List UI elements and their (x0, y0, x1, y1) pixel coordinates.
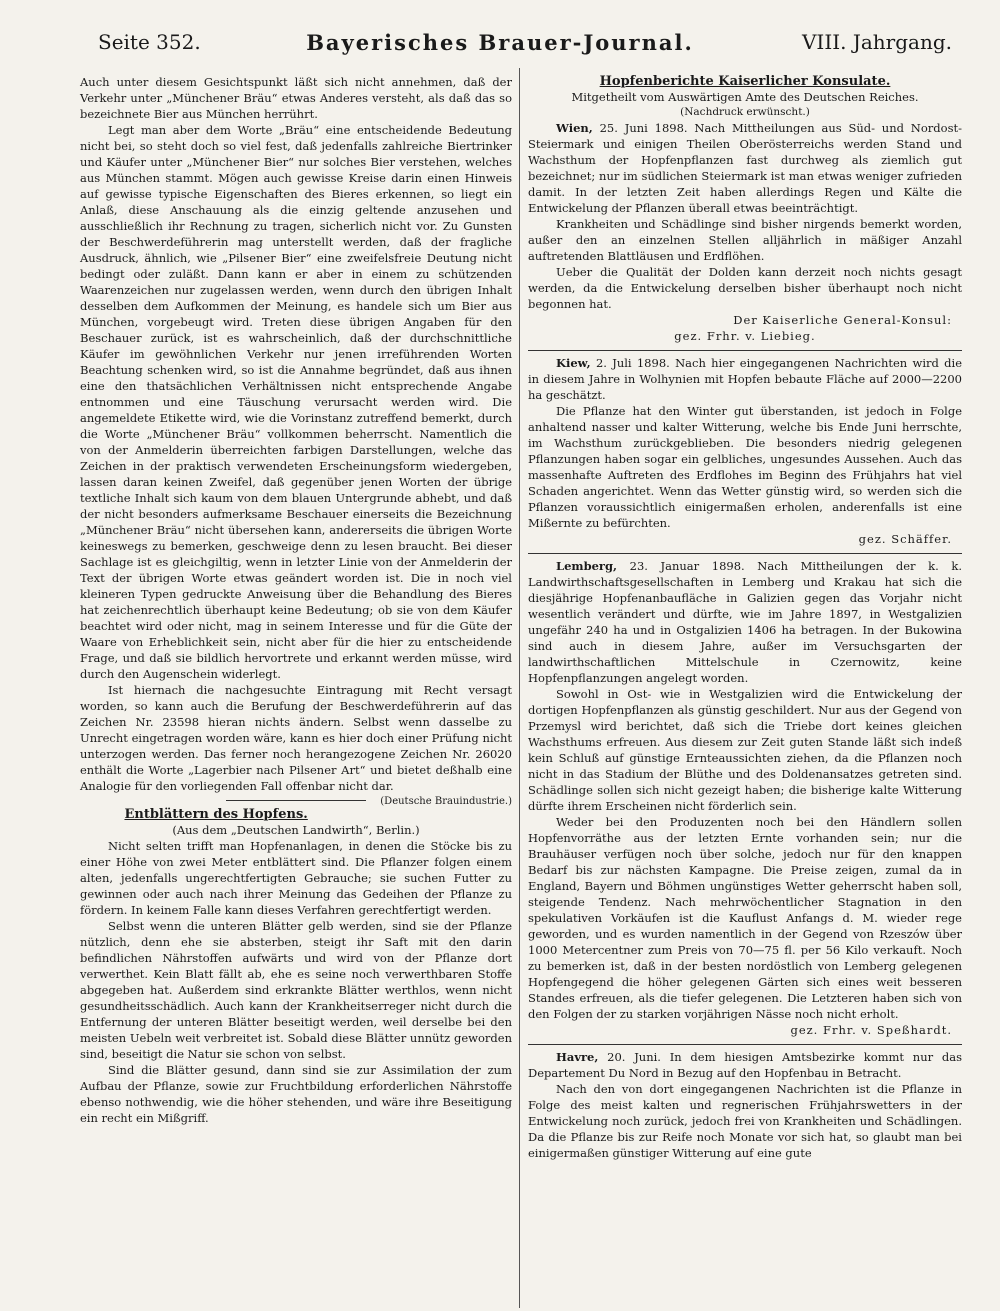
paragraph: Selbst wenn die unteren Blätter gelb werden, sind sie der Pflanze nützlich, denn ehe sie absterben, steigt ihr Saft mit den darin befindlichen Nährstoffen aufwärts und wird von der Pflanze dort verwerthet. Kein Blatt fällt ab, ehe es seine noch verwerthbaren Stoffe abgegeben hat. Außerdem sind erkrankte Blätter werthlos, wenn nicht gesundheitsschädlich. Auch kann der Krankheitserreger nicht durch die Entfernung der unteren Blätter beseitigt werden, weil derselbe bei den meisten Uebeln weit verbreitet ist. Sobald diese Blätter unnütz geworden sind, beseitigt die Natur sie schon von selbst. (80, 919, 512, 1061)
report-text: 25. Juni 1898. Nach Mittheilungen aus Süd- und Nordost-Steiermark und einigen Theilen Oberösterreichs werden Stand und Wachsthum der Hopfenpflanzen fast durchweg als ziemlich gut bezeichnet; nur im südlichen Steiermark ist man etwas weniger zufrieden damit. In der letzten Zeit haben allerdings Regen und Kälte die Entwickelung der Pflanzen überall etwas beeinträchtigt. (528, 121, 962, 215)
place-name: Kiew, (556, 356, 591, 370)
place-name: Havre, (556, 1050, 599, 1064)
signature-name: gez. Frhr. v. Liebieg. (674, 329, 816, 343)
report-lemberg (528, 558, 962, 686)
place-name: Wien, (556, 121, 593, 135)
paragraph: Auch unter diesem Gesichtspunkt läßt sich nicht annehmen, daß der Verkehr unter „Münchener Bräu“ etwas Anderes versteht, als daß das so bezeichnete Bier aus München herrührt. (80, 75, 512, 121)
report-text: 20. Juni. In dem hiesigen Amtsbezirke kommt nur das Departement Du Nord in Bezug auf den Hopfenbau in Betracht. (528, 1050, 962, 1080)
paragraph: Sind die Blätter gesund, dann sind sie zur Assimilation der zum Aufbau der Pflanze, sowie zur Fruchtbildung erforderlichen Nährstoffe ebenso nothwendig, wie die höher stehenden, und wäre ihre Beseitigung ein recht ein Mißgriff. (80, 1063, 512, 1125)
paragraph: Die Pflanze hat den Winter gut überstanden, ist jedoch in Folge anhaltend nasser und kalter Witterung, welche bis Ende Juni herrschte, im Wachsthum zurückgeblieben. Die besonders niedrig gelegenen Pflanzungen haben sogar ein gelbliches, ungesundes Aussehen. Auch das massenhafte Auftreten des Erdflohes im Beginn des Frühjahrs hat viel Schaden angerichtet. Wenn das Wetter günstig wird, so werden sich die Pflanzen voraussichtlich einigermaßen erholen, anderenfalls ist eine Mißernte zu befürchten. (528, 404, 962, 530)
paragraph: Ueber die Qualität der Dolden kann derzeit noch nichts gesagt werden, da die Entwickelung derselben bisher überhaupt noch nicht begonnen hat. (528, 265, 962, 311)
report-divider (528, 350, 962, 351)
report-divider (528, 553, 962, 554)
signature-name: gez. Frhr. v. Speßhardt. (790, 1023, 952, 1037)
paragraph: Krankheiten und Schädlinge sind bisher nirgends bemerkt worden, außer den an einzelnen Stellen alljährlich in mäßiger Anzahl auftretenden Blattläusen und Erdflöhen. (528, 217, 962, 263)
reprint-note: (Nachdruck erwünscht.) (680, 106, 810, 118)
paragraph: Nicht selten trifft man Hopfenanlagen, in denen die Stöcke bis zu einer Höhe von zwei Meter entblättert sind. Die Pflanzer folgen einem alten, jedenfalls ungerechtfertigten Gebrauche; sie suchen Futter zu gewinnen oder auch nach ihrer Meinung das Gedeihen der Pflanze zu fördern. In keinem Falle kann dieses Verfahren gerechtfertigt werden. (80, 839, 512, 917)
section-subtitle: Mitgetheilt vom Auswärtigen Amte des Deutschen Reiches. (571, 90, 919, 104)
paragraph: Weder bei den Produzenten noch bei den Händlern sollen Hopfenvorräthe aus der letzten Ernte vorhanden sein; nur die Brauhäuser verfügen noch über solche, jedoch nur für den knappen Bedarf bis zur nächsten Kampagne. Die Preise zeigen, zumal da in England, Bayern und Böhmen ungünstiges Wetter geherrscht haben soll, steigende Tendenz. Nach mehrwöchentlicher Stagnation in den spekulativen Vorkäufen ist die Kauflust Anfangs d. M. wieder rege geworden, und es wurden namentlich in der Gegend von Rzeszów über 1000 Metercentner zum Preis von 70—75 fl. per 56 Kilo verkauft. Noch zu bemerken ist, daß in der besten nordöstlich von Lemberg gelegenen Hopfengegend die höher gelegenen Gärten sich eines weit besseren Standes erfreuen, als die tiefer gelegenen. Die Letzteren haben sich von den Folgen der zu starken vorjährigen Nässe noch nicht erholt. (528, 815, 962, 1021)
paragraph: Legt man aber dem Worte „Bräu“ eine entscheidende Bedeutung nicht bei, so steht doch so viel fest, daß jedenfalls zahlreiche Biertrinker und Käufer unter „Münchener Bier“ nur solches Bier verstehen, welches aus München stammt. Mögen auch gewisse Kreise darin einen Hinweis auf gewisse typische Eigenschaften des Bieres erkennen, so liegt ein Anlaß, diese Anschauung als die einzig geltende anzusehen und ausschließlich ihr Rechnung zu tragen, sicherlich nicht vor. Zu Gunsten der Beschwerdeführerin mag unterstellt werden, daß der fragliche Ausdruck, ähnlich, wie „Pilsener Bier“ eine zweifelsfreie Deutung nicht bedingt oder zuläßt. Dann kann er aber in einem zu schützenden Waarenzeichen nur zugelassen werden, wenn durch den übrigen Inhalt desselben dem Aufkommen der Meinung, es handele sich um Bier aus München, vorgebeugt wird. Treten diese übrigen Angaben für den Beschauer zurück, ist es wahrscheinlich, daß der durchschnittliche Käufer im gewöhnlichen Verkehr nur jenen irreführenden Worten Beachtung schenken wird, so ist die Annahme begründet, daß aus ihnen eine den thatsächlichen Verhältnissen nicht entsprechende Angabe entnommen und eine Täuschung verursacht werden wird. Die angemeldete Etikette wird, wie die Vorinstanz zutreffend bemerkt, durch die Worte „Münchener Bräu“ vollkommen beherrscht. Namentlich die von der Anmelderin überreichten farbigen Darstellungen, welche das Zeichen in der praktisch verwendeten Erscheinungsform wiedergeben, lassen daran keinen Zweifel, daß gegenüber jenen Worten der übrige textliche Inhalt sich kaum von dem blauen Untergrunde abhebt, und daß der nicht besonders aufmerksame Beschauer einerseits die Bezeichnung „Münchener Bräu“ nicht übersehen kann, andererseits die übrigen Worte keineswegs zu bemerken, geschweige denn zu lesen braucht. Bei dieser Sachlage ist es gleichgiltig, wenn in letzter Linie von der Anmelderin der Text der übrigen Worte etwas geändert worden ist. Die in noch viel kleineren Typen gedruckte Anweisung über die Behandlung des Bieres hat zeichenrechtlich überhaupt keine Bedeutung; ob sie von dem Käufer beachtet wird oder nicht, mag in seinem Interesse und für die Güte der Waare von Erheblichkeit sein, nicht aber für die hier zu entscheidende Frage, und daß sie bildlich hervortrete und erkannt werden müsse, wird durch den Augenschein widerlegt. (80, 123, 512, 681)
section-title: Hopfenberichte Kaiserlicher Konsulate. (599, 74, 891, 89)
source-citation: (Deutsche Brauindustrie.) (380, 796, 512, 807)
left-column (80, 74, 512, 1126)
report-text: 23. Januar 1898. Nach Mittheilungen der k. k. Landwirthschaftsgesellschaften in Lemberg und Krakau hat sich die diesjährige Hopfenanbaufläche in Galizien gegen das Vorjahr nicht wesentlich verändert und dürfte, wie im Jahre 1897, in Westgalizien ungefähr 240 ha und in Ostgalizien 1406 ha betragen. In der Bukowina sind auch in diesem Jahre, außer im Versuchsgarten der landwirthschaftlichen Mittelschule in Czernowitz, keine Hopfenpflanzungen angelegt worden. (528, 559, 962, 685)
column-divider (519, 68, 520, 1308)
page-header (0, 30, 1000, 60)
signature-title: Der Kaiserliche General-Konsul: (733, 313, 952, 327)
section-title: Entblättern des Hopfens. (124, 807, 308, 822)
signature-name: gez. Schäffer. (858, 532, 952, 546)
paragraph: Nach den von dort eingegangenen Nachrichten ist die Pflanze in Folge des meist kalten und regnerischen Frühjahrswetters in der Entwickelung noch zurück, jedoch frei von Krankheiten und Schädlingen. Da die Pflanze bis zur Reife noch Monate vor sich hat, so glaubt man bei einigermaßen günstiger Witterung auf eine gute (528, 1082, 962, 1160)
report-wien (528, 120, 962, 216)
report-text: 2. Juli 1898. Nach hier eingegangenen Nachrichten wird die in diesem Jahre in Wolhynien mit Hopfen bebaute Fläche auf 2000—2200 ha geschätzt. (528, 356, 962, 402)
right-column (528, 74, 962, 1161)
report-divider (528, 1044, 962, 1045)
volume-label: VIII. Jahrgang. (801, 30, 952, 54)
section-source: (Aus dem „Deutschen Landwirth“, Berlin.) (172, 823, 420, 837)
section-divider (226, 800, 366, 801)
paragraph: Sowohl in Ost- wie in Westgalizien wird die Entwickelung der dortigen Hopfenpflanzen als günstig geschildert. Nur aus der Gegend von Przemysl wird berichtet, daß sich die Triebe dort keines gleichen Wachsthums erfreuen. Aus diesem zur Zeit guten Stande läßt sich indeß kein Schluß auf günstige Ernteaussichten ziehen, da die Pflanzen noch nicht in das Stadium der Blüthe und des Doldenansatzes getreten sind. Schädlinge sollen sich nicht gezeigt haben; die bisherige kalte Witterung dürfte ihrem Erscheinen nicht förderlich sein. (528, 687, 962, 813)
paragraph-text: Ist hiernach die nachgesuchte Eintragung mit Recht versagt worden, so kann auch die Berufung der Beschwerdeführerin auf das Zeichen Nr. 23598 hieran nichts ändern. Selbst wenn dasselbe zu Unrecht eingetragen worden wäre, kann es hier doch einer Prüfung nicht unterzogen werden. Das ferner noch herangezogene Zeichen Nr. 26020 enthält die Worte „Lagerbier nach Pilsener Art“ und bietet deßhalb eine Analogie für den vorliegenden Fall offenbar nicht dar. (80, 683, 512, 793)
report-havre (528, 1049, 962, 1081)
paragraph (80, 682, 512, 807)
page-number: Seite 352. (98, 30, 201, 54)
journal-title: Bayerisches Brauer-Journal. (306, 30, 694, 55)
report-kiew (528, 355, 962, 403)
place-name: Lemberg, (556, 559, 618, 573)
